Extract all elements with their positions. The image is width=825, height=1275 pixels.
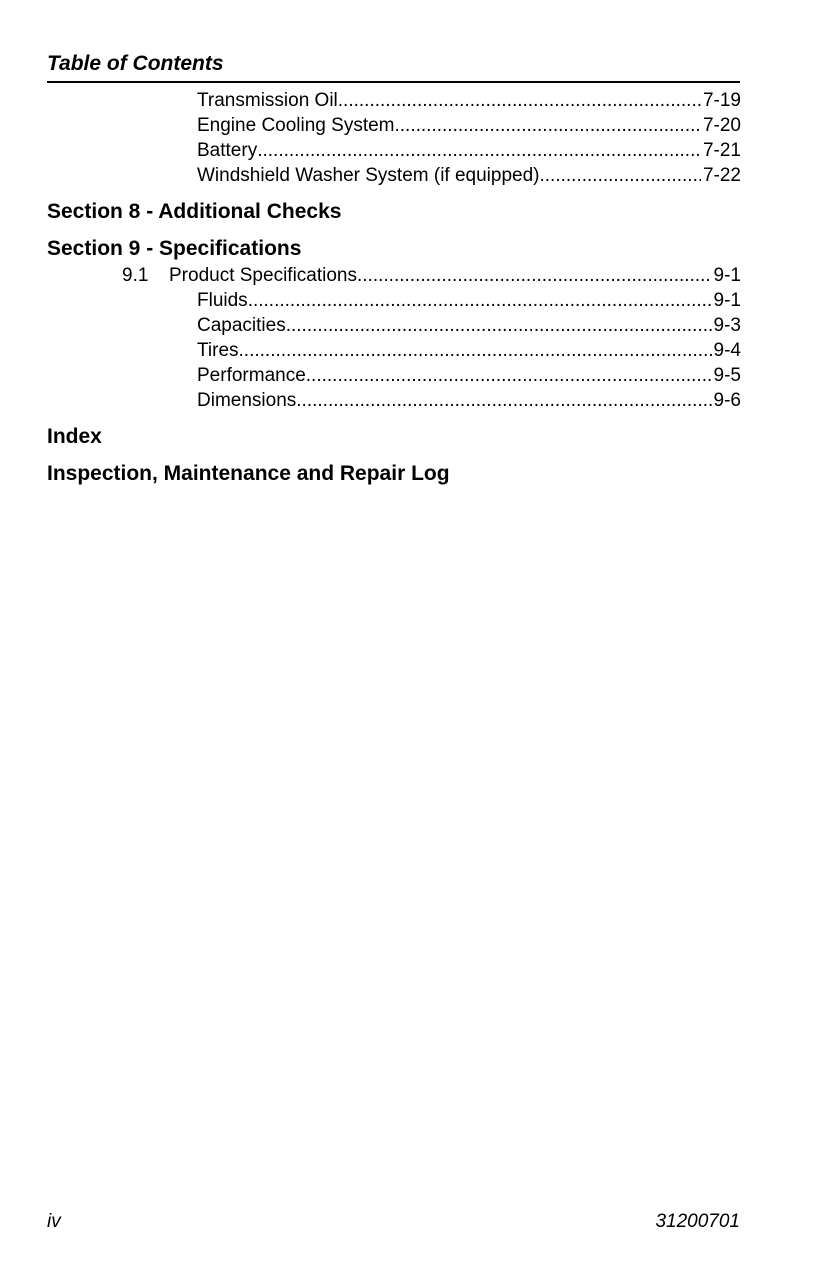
toc-entry-page: 9-1 bbox=[713, 265, 741, 286]
toc-entry-engine-cooling-system[interactable] bbox=[197, 113, 741, 138]
toc-entry-page: 9-4 bbox=[713, 340, 741, 361]
toc-entry-page: 9-5 bbox=[713, 365, 741, 386]
toc-entry-page: 9-6 bbox=[713, 390, 741, 411]
toc-entry-title: Engine Cooling System bbox=[197, 115, 395, 136]
toc-entry-battery[interactable] bbox=[197, 138, 741, 163]
toc-entry-title: Tires bbox=[197, 340, 239, 361]
toc-leader-dots bbox=[540, 163, 701, 188]
footer-document-number: 31200701 bbox=[655, 1211, 740, 1232]
toc-entry-page: 9-1 bbox=[713, 290, 741, 311]
toc-entry-page: 7-20 bbox=[702, 115, 741, 136]
page-header-title: Table of Contents bbox=[47, 52, 224, 75]
toc-leader-dots bbox=[306, 363, 712, 388]
toc-entry-page: 7-21 bbox=[702, 140, 741, 161]
toc-section-8-heading[interactable]: Section 8 - Additional Checks bbox=[47, 200, 342, 223]
toc-leader-dots bbox=[395, 113, 701, 138]
toc-entry-title: Transmission Oil bbox=[197, 90, 338, 111]
toc-leader-dots bbox=[257, 138, 701, 163]
toc-entry-title: Windshield Washer System (if equipped) bbox=[197, 165, 540, 186]
toc-index-heading[interactable]: Index bbox=[47, 425, 102, 448]
toc-entry-title: Fluids bbox=[197, 290, 248, 311]
toc-leader-dots bbox=[248, 288, 712, 313]
toc-entry-title: Battery bbox=[197, 140, 258, 161]
toc-entry-tires[interactable] bbox=[197, 338, 741, 363]
toc-entry-windshield-washer[interactable] bbox=[197, 163, 741, 188]
toc-subsection-number: 9.1 bbox=[122, 265, 149, 286]
toc-entry-capacities[interactable] bbox=[197, 313, 741, 338]
toc-entry-title: Capacities bbox=[197, 315, 286, 336]
toc-entry-fluids[interactable] bbox=[197, 288, 741, 313]
toc-entry-title: Performance bbox=[197, 365, 306, 386]
toc-subsection-title: Product Specifications bbox=[169, 265, 357, 286]
toc-leader-dots bbox=[296, 388, 711, 413]
toc-leader-dots bbox=[286, 313, 712, 338]
toc-entry-transmission-oil[interactable] bbox=[197, 88, 741, 113]
toc-section-9-heading[interactable]: Section 9 - Specifications bbox=[47, 237, 302, 260]
toc-entry-title: Dimensions bbox=[197, 390, 297, 411]
toc-entry-page: 7-19 bbox=[702, 90, 741, 111]
toc-entry-performance[interactable] bbox=[197, 363, 741, 388]
toc-leader-dots bbox=[239, 338, 712, 363]
footer-page-number: iv bbox=[47, 1211, 61, 1232]
toc-leader-dots bbox=[357, 263, 712, 288]
toc-entry-dimensions[interactable] bbox=[197, 388, 741, 413]
toc-entry-page: 9-3 bbox=[713, 315, 741, 336]
toc-subsection-9-1[interactable] bbox=[122, 263, 741, 288]
toc-entry-page: 7-22 bbox=[702, 165, 741, 186]
page-header bbox=[47, 50, 740, 83]
toc-log-heading[interactable]: Inspection, Maintenance and Repair Log bbox=[47, 462, 450, 485]
toc-leader-dots bbox=[338, 88, 701, 113]
